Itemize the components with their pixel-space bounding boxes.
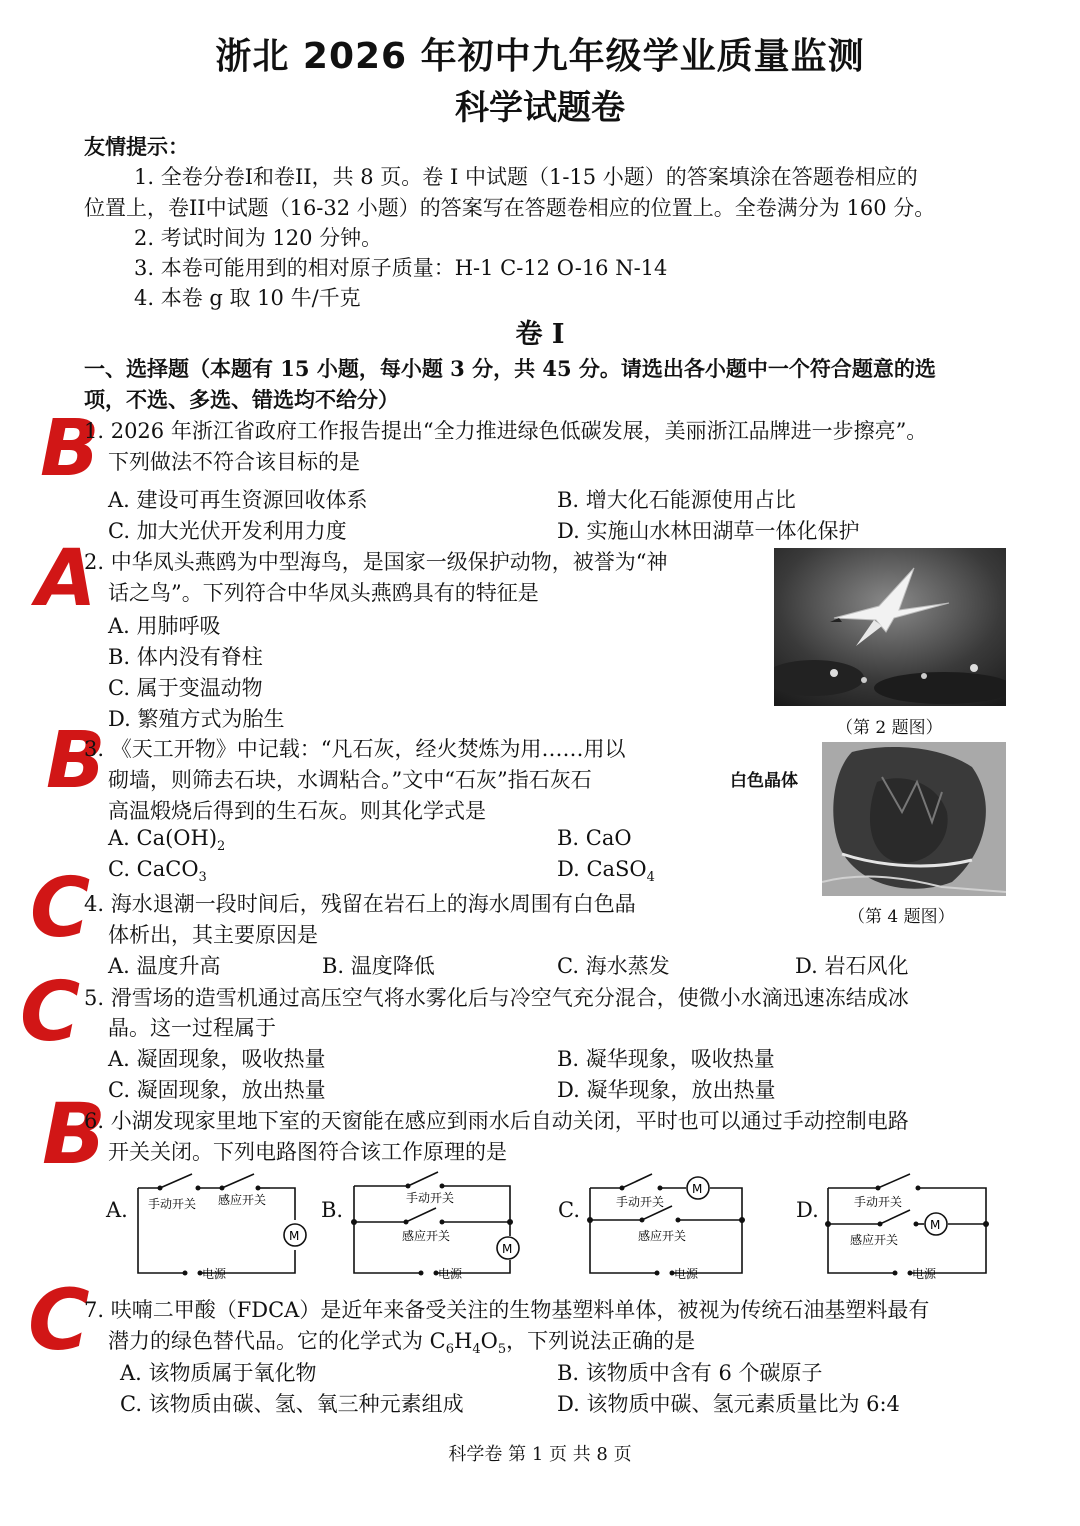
bird-image	[774, 548, 1006, 706]
motor-label: M	[289, 1229, 300, 1243]
circuit-label-d: D.	[796, 1198, 819, 1222]
q2-stem: 2. 中华凤头燕鸥为中型海鸟，是国家一级保护动物，被誉为“神	[84, 550, 668, 574]
q1-option-b: B. 增大化石能源使用占比	[557, 488, 796, 512]
tip-4: 4. 本卷 g 取 10 牛/千克	[134, 286, 361, 310]
page-footer: 科学卷 第 1 页 共 8 页	[448, 1444, 632, 1465]
answer-mark-1: B	[40, 404, 100, 494]
page-subtitle: 科学试题卷	[455, 88, 625, 128]
answer-mark-7: C	[28, 1271, 90, 1369]
q2-option-d: D. 繁殖方式为胎生	[108, 707, 285, 731]
sensor-switch-label: 感应开关	[638, 1229, 687, 1243]
q1-stem: 1. 2026 年浙江省政府工作报告提出“全力推进绿色低碳发展，美丽浙江品牌进一步擦亮”。	[84, 419, 928, 443]
q4-image-label: 白色晶体	[730, 771, 798, 791]
q1-option-d: D. 实施山水林田湖草一体化保护	[557, 519, 860, 543]
q1-option-a: A. 建设可再生资源回收体系	[108, 488, 368, 512]
circuit-c	[582, 1168, 752, 1280]
q5-option-d: D. 凝华现象，放出热量	[557, 1078, 776, 1102]
manual-switch-label: 手动开关	[406, 1191, 455, 1205]
q2-option-a: A. 用肺呼吸	[108, 614, 221, 638]
power-label: 电源	[438, 1267, 463, 1280]
q6-stem-cont: 开关关闭。下列电路图符合该工作原理的是	[108, 1140, 507, 1164]
q5-option-a: A. 凝固现象，吸收热量	[108, 1047, 326, 1071]
circuit-a	[130, 1168, 320, 1280]
tip-2: 2. 考试时间为 120 分钟。	[134, 226, 383, 250]
sensor-switch-label: 感应开关	[850, 1233, 899, 1247]
power-label: 电源	[202, 1267, 227, 1280]
answer-mark-4: C	[30, 861, 91, 956]
manual-switch-label: 手动开关	[854, 1195, 903, 1209]
tips-heading: 友情提示：	[84, 134, 189, 159]
q4-stem: 4. 海水退潮一段时间后，残留在岩石上的海水周围有白色晶	[84, 892, 636, 916]
q2-stem-cont: 话之鸟”。下列符合中华凤头燕鸥具有的特征是	[108, 581, 539, 605]
manual-switch-label: 手动开关	[148, 1197, 197, 1211]
q4-stem-cont: 体析出，其主要原因是	[108, 923, 318, 947]
q6-stem: 6. 小湖发现家里地下室的天窗能在感应到雨水后自动关闭，平时也可以通过手动控制电路	[84, 1109, 909, 1133]
q3-stem: 3. 《天工开物》中记载：“凡石灰，经火焚炼为用……用以	[84, 737, 626, 761]
power-label: 电源	[674, 1267, 699, 1280]
q4-option-c: C. 海水蒸发	[557, 954, 670, 978]
q3-option-a: A. $Ca(OH)_2$	[108, 826, 226, 855]
motor-label: M	[502, 1242, 513, 1256]
circuit-label-a: A.	[106, 1198, 128, 1222]
tip-3: 3. 本卷可能用到的相对原子质量：H-1 C-12 O-16 N-14	[134, 256, 668, 280]
motor-label: M	[930, 1218, 941, 1232]
bird-photo	[774, 548, 1006, 706]
q1-stem-cont: 下列做法不符合该目标的是	[108, 450, 360, 474]
circuit-label-c: C.	[558, 1198, 580, 1222]
q5-stem-cont: 晶。这一过程属于	[108, 1016, 276, 1040]
q4-caption: （第 4 题图）	[848, 907, 955, 927]
answer-mark-2: A	[36, 534, 97, 624]
q4-option-a: A. 温度升高	[108, 954, 221, 978]
q7-option-b: B. 该物质中含有 6 个碳原子	[557, 1361, 823, 1385]
tip-1: 1. 全卷分卷I和卷II，共 8 页。卷 I 中试题（1-15 小题）的答案填涂在答题卷相应的	[134, 165, 918, 189]
answer-mark-5: C	[20, 965, 81, 1060]
tip-1-cont: 位置上，卷II中试题（16-32 小题）的答案写在答题卷相应的位置上。全卷满分为 160 分。	[84, 196, 936, 220]
q2-option-c: C. 属于变温动物	[108, 676, 263, 700]
manual-switch-label: 手动开关	[616, 1195, 665, 1209]
motor-label: M	[692, 1182, 703, 1196]
section-title: 卷 I	[515, 319, 565, 350]
q5-option-c: C. 凝固现象，放出热量	[108, 1078, 326, 1102]
q7-option-c: C. 该物质由碳、氢、氧三种元素组成	[120, 1392, 464, 1416]
q2-caption: （第 2 题图）	[836, 718, 943, 738]
section-intro: 一、选择题（本题有 15 小题，每小题 3 分，共 45 分。请选出各小题中一个符合题意的选	[84, 356, 936, 381]
q2-option-b: B. 体内没有脊柱	[108, 645, 263, 669]
q1-option-c: C. 加大光伏开发利用力度	[108, 519, 347, 543]
q3-option-c: C. CaCO$_3$	[108, 857, 207, 886]
circuit-label-b: B.	[321, 1198, 344, 1222]
q7-option-a: A. 该物质属于氧化物	[120, 1361, 317, 1385]
answer-mark-3: B	[46, 716, 106, 806]
q5-stem: 5. 滑雪场的造雪机通过高压空气将水雾化后与冷空气充分混合，使微小水滴迅速冻结成冰	[84, 986, 909, 1010]
q3-stem-cont: 砌墙，则筛去石块，水调粘合。”文中“石灰”指石灰石	[108, 768, 592, 792]
q4-option-b: B. 温度降低	[322, 954, 435, 978]
answer-mark-6: B	[42, 1085, 107, 1183]
q5-option-b: B. 凝华现象，吸收热量	[557, 1047, 775, 1071]
q4-option-d: D. 岩石风化	[795, 954, 909, 978]
q3-option-d: D. CaSO$_4$	[557, 857, 655, 886]
sensor-switch-label: 感应开关	[402, 1229, 451, 1243]
circuit-b	[346, 1168, 536, 1280]
q3-option-b: B. CaO	[557, 826, 632, 850]
rock-image	[822, 742, 1006, 896]
q7-option-d: D. 该物质中碳、氢元素质量比为 6:4	[557, 1392, 900, 1416]
sensor-switch-label: 感应开关	[218, 1193, 267, 1207]
q3-stem-cont-2: 高温煅烧后得到的生石灰。则其化学式是	[108, 799, 486, 823]
section-intro-cont: 项，不选、多选、错选均不给分）	[84, 387, 399, 412]
q7-stem-cont: 潜力的绿色替代品。它的化学式为 $C_6H_4O_5$，下列说法正确的是	[108, 1329, 696, 1358]
page-title: 浙北 2026 年初中九年级学业质量监测	[215, 36, 865, 77]
power-label: 电源	[912, 1267, 937, 1280]
circuit-d	[820, 1168, 995, 1280]
rock-photo	[822, 742, 1006, 896]
q7-stem: 7. 呋喃二甲酸（FDCA）是近年来备受关注的生物基塑料单体，被视为传统石油基塑料最有	[84, 1298, 930, 1322]
